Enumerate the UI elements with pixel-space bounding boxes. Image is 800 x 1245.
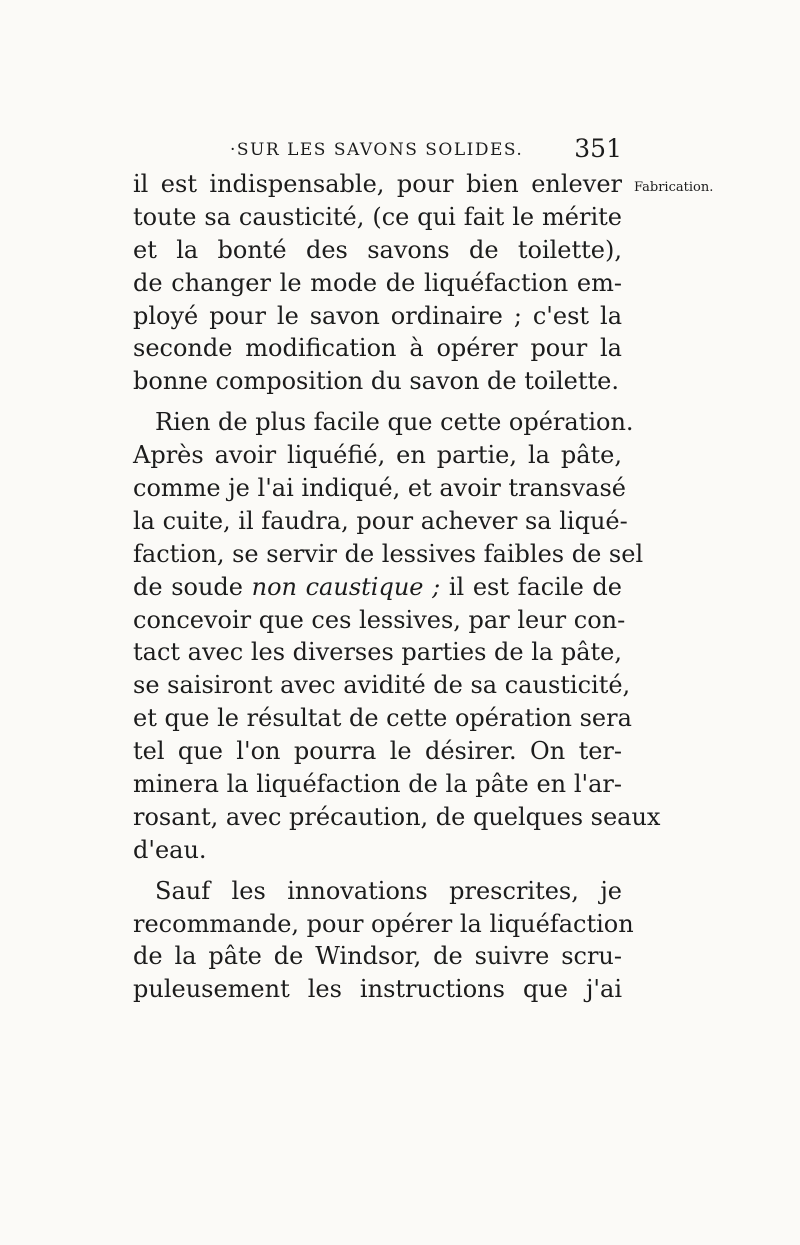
text-line: minera la liquéfaction de la pâte en l'ar- [133, 770, 622, 799]
text-line: rosant, avec précaution, de quelques seaux [133, 802, 661, 831]
text-line: et que le résultat de cette opération sera [133, 704, 632, 733]
text-line: toute sa causticité, (ce qui fait le mérite [133, 202, 622, 231]
text-line: comme je l'ai indiqué, et avoir transvasé [133, 474, 627, 503]
text-line: il est indispensable, pour bien enlever [133, 170, 622, 198]
text-line: Rien de plus facile que cette opération. [155, 408, 634, 437]
text-line: Sauf les innovations prescrites, je [155, 876, 622, 905]
text-line: et la bonté des savons de toilette), [133, 235, 622, 264]
body-text [133, 168, 661, 1006]
text-line: de changer le mode de liquéfaction em- [133, 268, 622, 297]
text-line: la cuite, il faudra, pour achever sa liqué- [133, 506, 628, 535]
text-line: ployé pour le savon ordinaire ; c'est la [133, 301, 622, 330]
text-span: de soude [133, 572, 252, 601]
running-title: ·SUR LES SAVONS SOLIDES. [230, 140, 524, 160]
text-line: tact avec les diverses parties de la pâte, [133, 638, 622, 667]
text-line: tel que l'on pourra le désirer. On ter- [133, 737, 622, 766]
text-line: Après avoir liquéfié, en partie, la pâte, [133, 441, 622, 470]
text-line: concevoir que ces lessives, par leur con- [133, 605, 626, 634]
text-line: de la pâte de Windsor, de suivre scru- [133, 942, 622, 971]
running-head [230, 134, 622, 164]
page-number: 351 [574, 134, 622, 163]
text-line: bonne composition du savon de toilette. [133, 367, 619, 396]
text-span: il est facile de [440, 572, 622, 601]
text-line: seconde modification à opérer pour la [133, 334, 622, 363]
text-line: d'eau. [133, 835, 207, 864]
margin-note: Fabrication. [634, 180, 714, 195]
text-line: faction, se servir de lessives faibles de sel [133, 539, 644, 568]
italic-phrase: non caustique ; [251, 572, 441, 601]
text-line: puleusement les instructions que j'ai [133, 975, 622, 1004]
text-line-with-italic [133, 571, 622, 604]
text-line: recommande, pour opérer la liquéfaction [133, 909, 634, 938]
text-line: se saisiront avec avidité de sa causticité, [133, 671, 631, 700]
